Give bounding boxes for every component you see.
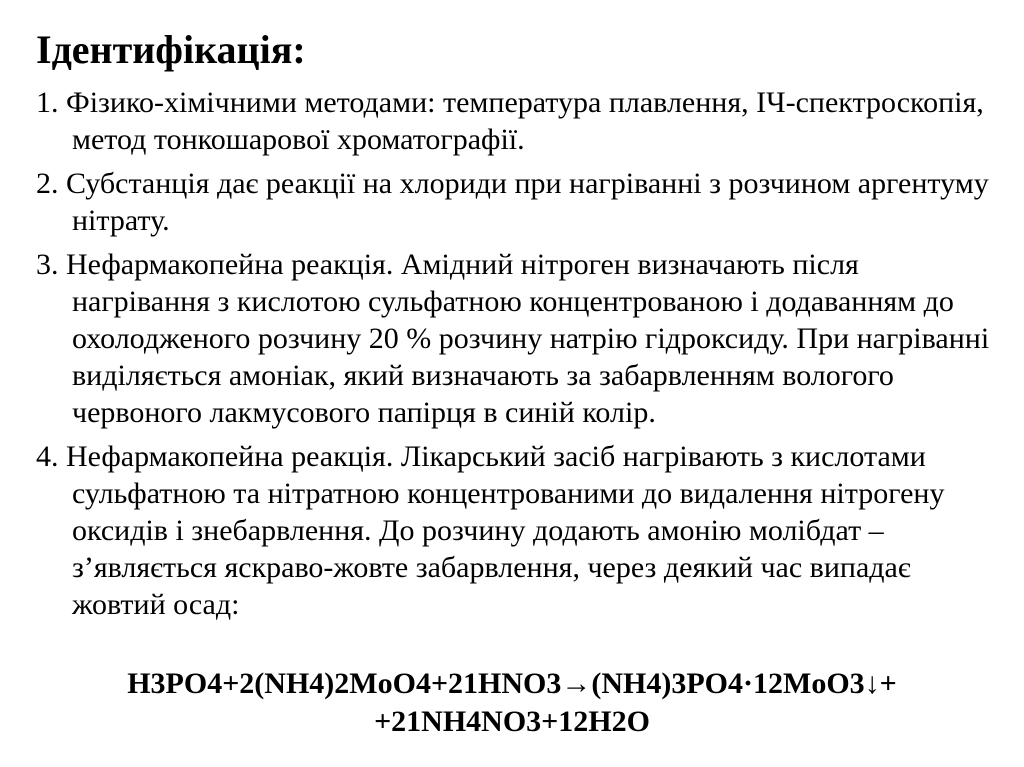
list-item-4: 4. Нефармакопейна реакція. Лікарський засіб нагрівають з кислотами сульфатною та нітратною концентрованими до видалення нітрогену оксидів і знебарвлення. До розчину додають амонію молібдат – з’являється яскраво-жовте забарвлення, через деякий час випадає жовтий осад: (36, 440, 945, 621)
list-item-1: 1. Фізико-хімічними методами: температура плавлення, ІЧ-спектроскопія, метод тонкошарової хроматографії. (36, 86, 984, 156)
list-item-3: 3. Нефармакопейна реакція. Амідний нітроген визначають після нагрівання з кислотою сульфатною концентрованою і додаванням до охолодженого розчину 20 % розчину натрію гідроксиду. При нагріванні виділяється амоніак, який визначають за забарвленням вологого червоного лакмусового папірця в синій колір. (36, 248, 990, 429)
equation-line-1: H3PO4+2(NH4)2MoO4+21HNO3→(NH4)3PO4·12MoO3↓+ (127, 667, 897, 700)
equation-line-2: +21NH4NO3+12H2O (374, 705, 650, 738)
chemical-equation (0, 665, 1024, 741)
identification-list (36, 84, 996, 630)
slide-title: Ідентифікація: (36, 27, 306, 72)
list-item-2: 2. Субстанція дає реакції на хлориди при нагріванні з розчином аргентуму нітрату. (36, 167, 989, 237)
